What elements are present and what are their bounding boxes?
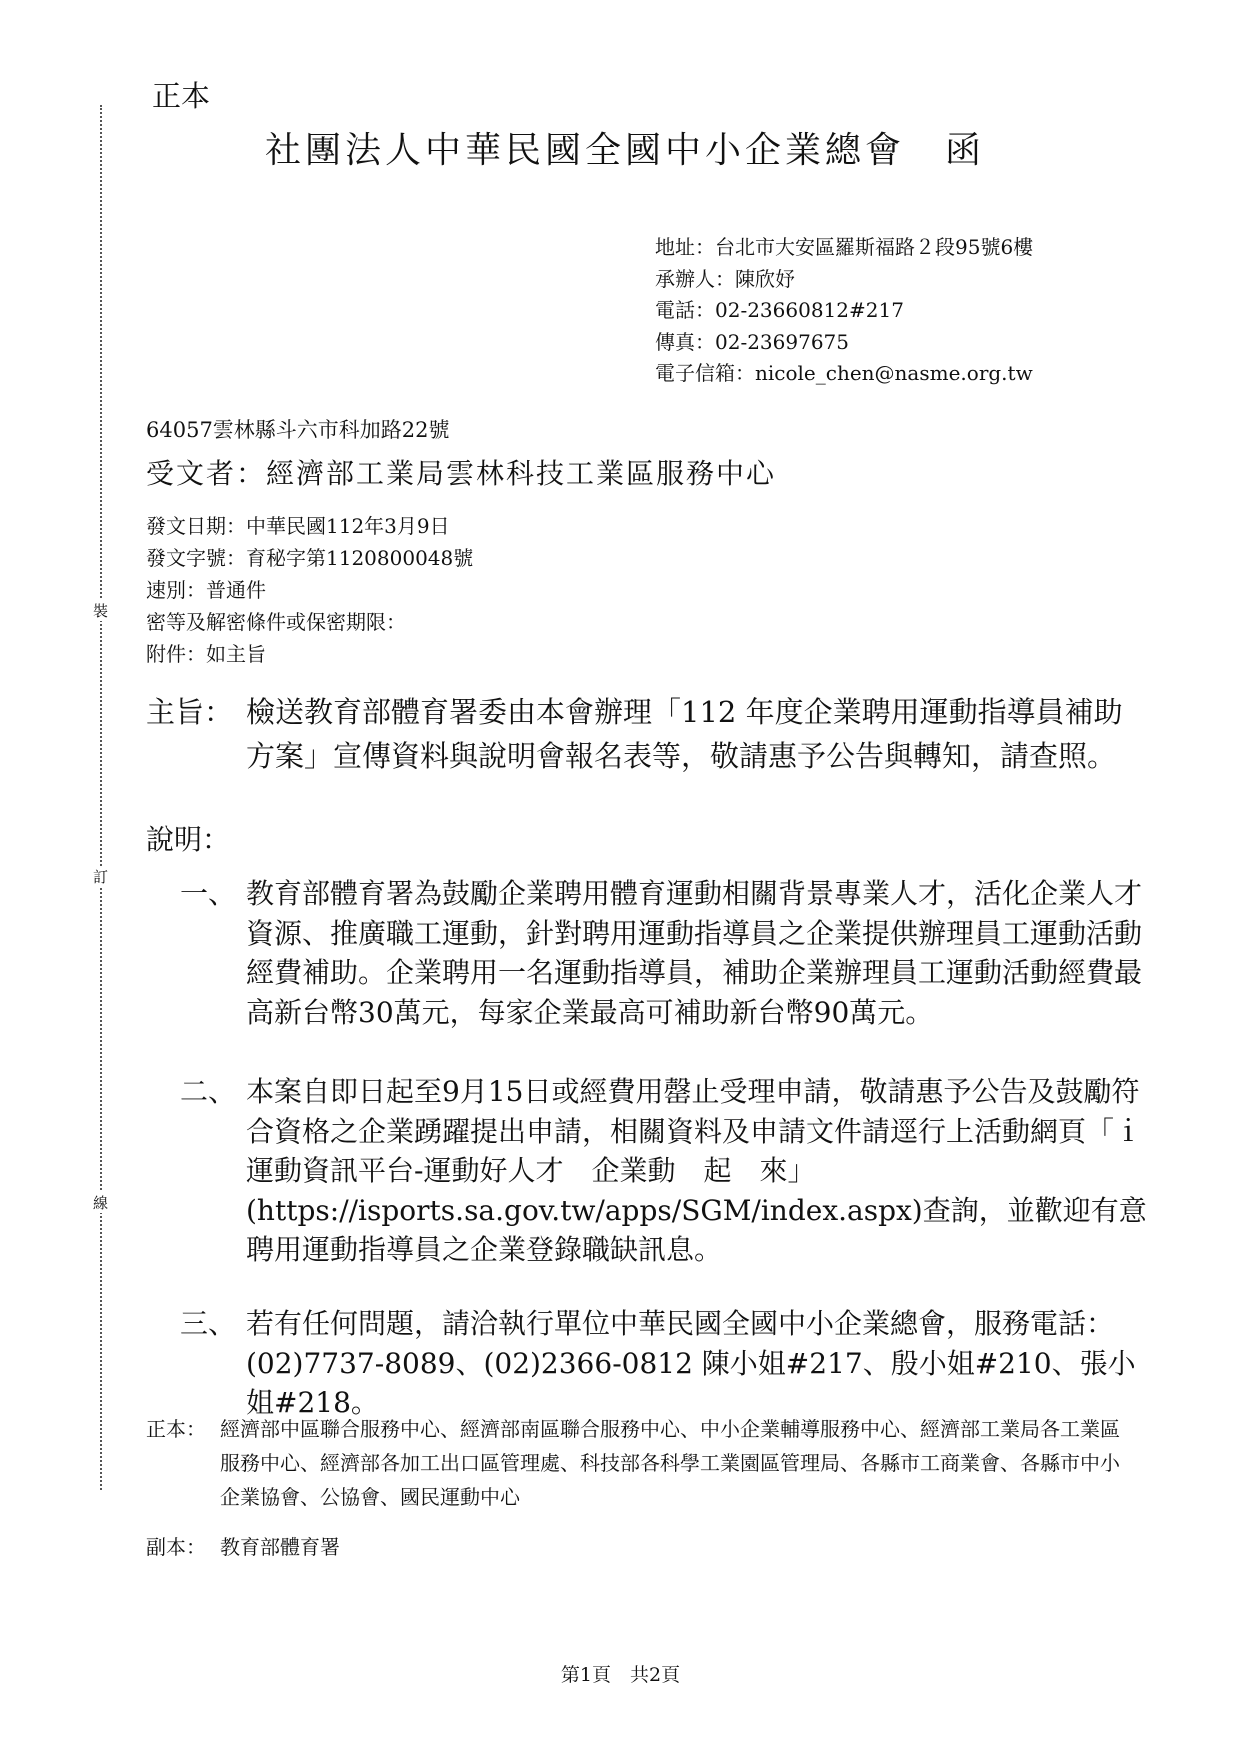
primary-copy-text: 經濟部中區聯合服務中心、經濟部南區聯合服務中心、中小企業輔導服務中心、經濟部工業局各工業區服務中心、經濟部各加工出口區管理處、科技部各科學工業園區管理局、各縣市工商業會、各縣市中小企業協會、公協會、國民運動中心 xyxy=(220,1417,1120,1509)
item-number: 一、 xyxy=(180,877,237,910)
item-text: 教育部體育署為鼓勵企業聘用體育運動相關背景專業人才，活化企業人才資源、推廣職工運動，針對聘用運動指導員之企業提供辦理員工運動活動經費補助。企業聘用一名運動指導員，補助企業辦理員工運動活動經費最高新台幣30萬元，每家企業最高可補助新台幣90萬元。 xyxy=(246,877,1143,1029)
binding-mark-xian: 線 xyxy=(93,1194,109,1212)
item-number: 二、 xyxy=(180,1075,237,1108)
org-title: 社團法人中華民國全國中小企業總會 函 xyxy=(265,130,986,171)
contact-email: 電子信箱：nicole_chen@nasme.org.tw xyxy=(655,361,1033,385)
binding-line xyxy=(100,105,102,1490)
description-item-3 xyxy=(180,1304,1150,1423)
contact-address: 地址：台北市大安區羅斯福路２段95號6樓 xyxy=(655,235,1034,259)
description-item-2 xyxy=(180,1072,1150,1270)
issue-date: 發文日期：中華民國112年3月9日 xyxy=(146,514,450,538)
issue-number: 發文字號：育秘字第1120800048號 xyxy=(146,546,474,570)
description-label: 說明： xyxy=(146,823,231,856)
secondary-copy-text: 教育部體育署 xyxy=(220,1535,340,1559)
binding-mark-zhuang: 裝 xyxy=(93,602,109,620)
recipient-name: 受文者：經濟部工業局雲林科技工業區服務中心 xyxy=(146,457,777,490)
contact-fax: 傳真：02-23697675 xyxy=(655,329,850,354)
copy-label: 正本 xyxy=(152,79,211,113)
description-item-1 xyxy=(180,874,1150,1032)
attachment: 附件：如主旨 xyxy=(146,642,266,666)
page-number: 第1頁 共2頁 xyxy=(560,1664,681,1686)
item-text: 若有任何問題，請洽執行單位中華民國全國中小企業總會，服務電話：(02)7737-8089、(02)2366-0812 陳小姐#217、殷小姐#210、張小姐#218。 xyxy=(246,1307,1136,1419)
item-number: 三、 xyxy=(180,1307,237,1340)
priority: 速別：普通件 xyxy=(146,578,266,602)
primary-copy-label: 正本： xyxy=(146,1417,206,1441)
secondary-copy-label: 副本： xyxy=(146,1535,206,1559)
subject-text: 檢送教育部體育署委由本會辦理「112 年度企業聘用運動指導員補助方案」宣傳資料與說明會報名表等，敬請惠予公告與轉知，請查照。 xyxy=(246,695,1123,773)
binding-mark-ding: 訂 xyxy=(93,868,109,886)
subject xyxy=(146,690,1146,778)
subject-label: 主旨： xyxy=(146,695,234,729)
recipient-address: 64057雲林縣斗六市科加路22號 xyxy=(146,418,450,442)
contact-block xyxy=(655,232,1033,390)
distribution-primary xyxy=(146,1412,1136,1514)
item-text: 本案自即日起至9月15日或經費用罄止受理申請，敬請惠予公告及鼓勵符合資格之企業踴躍提出申請，相關資料及申請文件請逕行上活動網頁「ｉ運動資訊平台-運動好人才 企業動 起 來」(https://isports.sa.gov.tw/apps/SGM/index.aspx)查詢，並歡迎有意聘用運動指導員之企業登錄職缺訊息。 xyxy=(246,1075,1147,1266)
contact-phone: 電話：02-23660812#217 xyxy=(655,298,904,322)
confidentiality: 密等及解密條件或保密期限： xyxy=(146,610,406,634)
distribution-secondary xyxy=(146,1530,1136,1564)
contact-handler: 承辦人：陳欣妤 xyxy=(655,266,795,291)
document-meta xyxy=(146,510,473,670)
